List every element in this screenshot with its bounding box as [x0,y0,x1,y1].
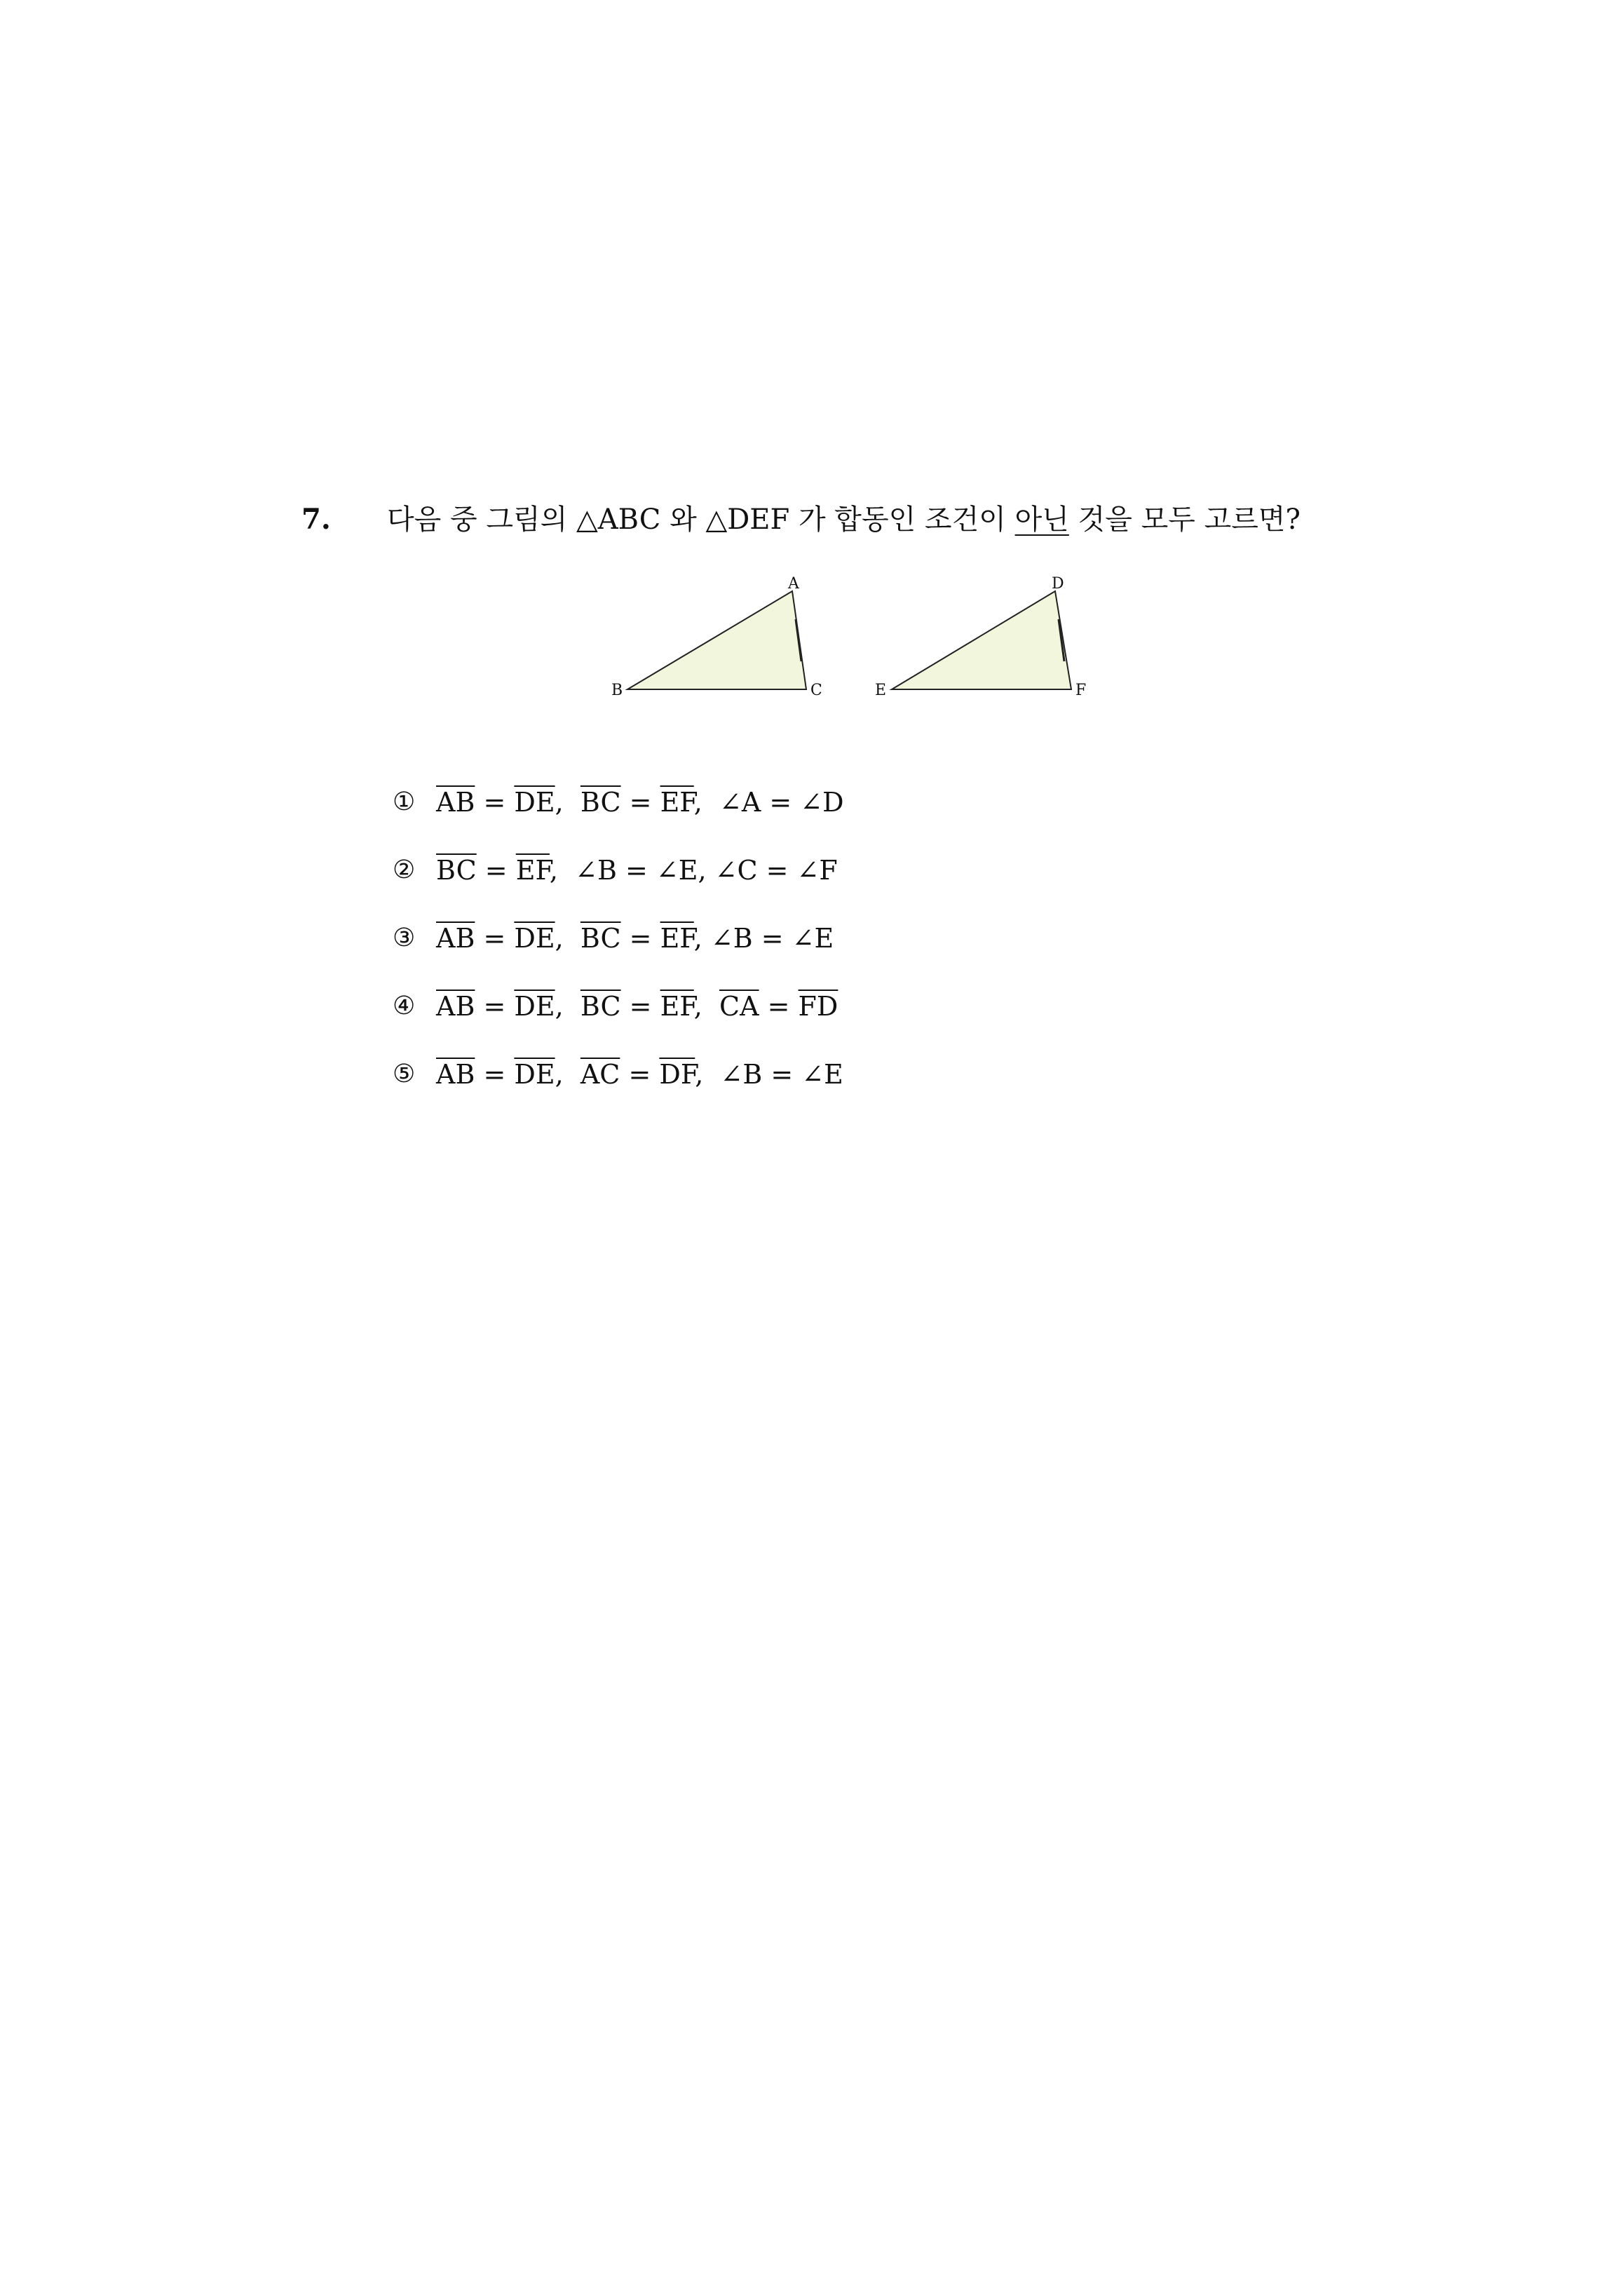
option-4[interactable] [393,990,1024,1058]
vertex-label-f: F [1075,682,1087,699]
expression-text: = [620,991,660,1022]
segment-label: $\overline{EF}$ [660,923,694,954]
question-number: 7. [301,503,331,536]
option-expression [436,990,838,1023]
expression-text: = [759,991,799,1022]
segment-label: $\overline{BC}$ [436,855,477,886]
segment-label: $\overline{AB}$ [436,787,475,818]
expression-text: , [693,991,719,1022]
option-expression [436,921,834,955]
option-number: ⑤ [393,1060,416,1088]
expression-text: = [620,787,660,818]
expression-text: , [555,923,580,954]
expression-text: , [555,1059,580,1090]
segment-label: $\overline{EF}$ [660,787,694,818]
answer-options [393,785,1024,1126]
segment-label: $\overline{DE}$ [514,787,555,818]
vertex-label-d: D [1052,575,1064,593]
option-number: ② [393,856,416,884]
triangles-figure [603,572,1108,712]
segment-label: $\overline{BC}$ [580,787,621,818]
segment-label: $\overline{DE}$ [514,1059,555,1090]
expression-text: , ∠B = ∠E, ∠C = ∠F [549,855,838,886]
triangle-abc [627,591,806,689]
option-expression [436,853,838,887]
vertex-label-a: A [788,575,799,593]
segment-label: $\overline{AB}$ [436,1059,475,1090]
option-expression [436,785,844,819]
segment-label: $\overline{BC}$ [580,991,621,1022]
vertex-label-b: B [611,682,623,699]
segment-label: $\overline{DE}$ [514,991,555,1022]
segment-label: $\overline{EF}$ [660,991,694,1022]
vertex-label-e: E [875,682,887,699]
expression-text: , ∠A = ∠D [693,787,844,818]
question-text-underlined: 아닌 [1014,504,1069,536]
option-3[interactable] [393,921,1024,990]
option-number: ① [393,788,416,816]
expression-text: = [475,787,515,818]
option-2[interactable] [393,853,1024,921]
expression-text: = [475,923,515,954]
segment-label: $\overline{FD}$ [798,991,838,1022]
expression-text: = [476,855,516,886]
segment-label: $\overline{BC}$ [580,923,621,954]
question-text-after: 것을 모두 고르면? [1068,504,1301,536]
question-text [387,502,1301,537]
segment-label: $\overline{CA}$ [719,991,759,1022]
segment-label: $\overline{AB}$ [436,923,475,954]
expression-text: = [475,1059,515,1090]
expression-text: = [620,1059,660,1090]
expression-text: , ∠B = ∠E [695,1059,843,1090]
segment-label: $\overline{EF}$ [515,855,550,886]
segment-label: $\overline{DF}$ [659,1059,695,1090]
expression-text: , ∠B = ∠E [693,923,834,954]
question-text-before: 다음 중 그림의 △ABC 와 △DEF 가 합동인 조건이 [387,504,1015,536]
vertex-label-c: C [810,682,822,699]
triangles-svg [603,572,1108,712]
expression-text: = [620,923,660,954]
option-number: ④ [393,992,416,1020]
option-1[interactable] [393,785,1024,853]
segment-label: $\overline{DE}$ [514,923,555,954]
option-expression [436,1058,843,1091]
option-number: ③ [393,924,416,952]
segment-label: $\overline{AC}$ [580,1059,620,1090]
expression-text: , [555,991,580,1022]
expression-text: , [555,787,580,818]
triangle-def [892,591,1071,689]
option-5[interactable] [393,1058,1024,1126]
segment-label: $\overline{AB}$ [436,991,475,1022]
expression-text: = [475,991,515,1022]
